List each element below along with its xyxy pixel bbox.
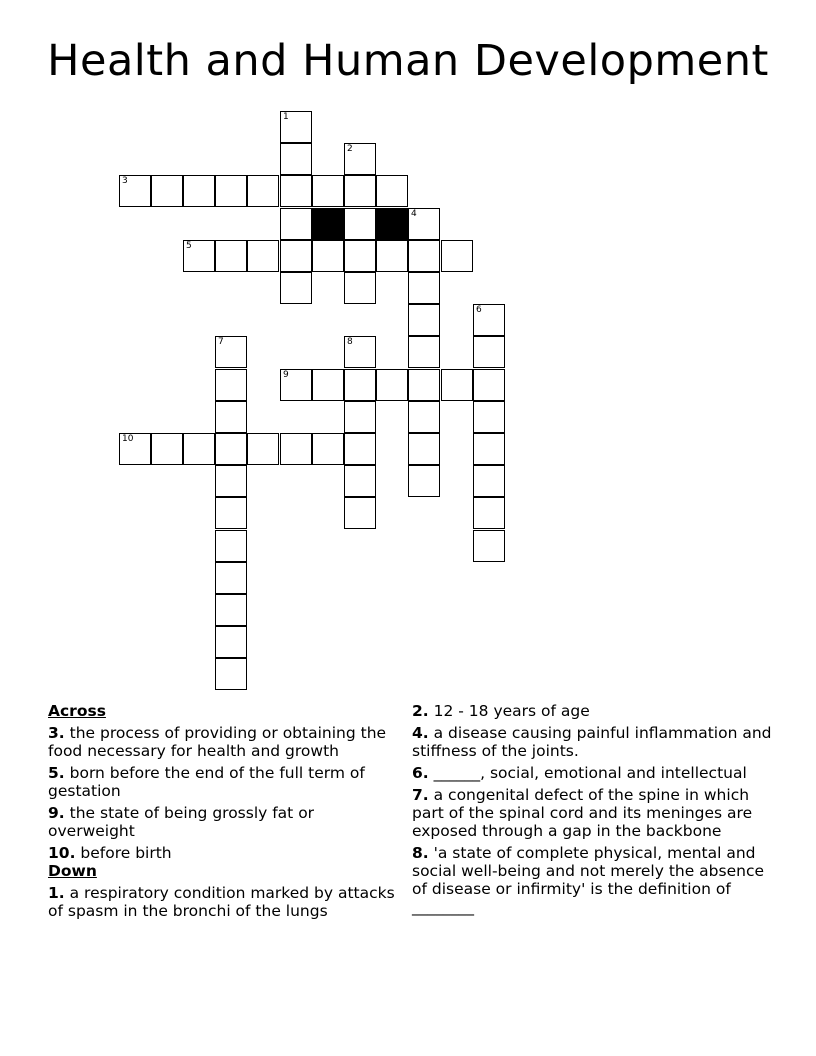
grid-cell[interactable] [280,175,312,207]
clues-left-column [48,702,400,924]
down-clue-4: 4. a disease causing painful inflammation and stiffness of the joints. [412,724,772,760]
grid-cell[interactable] [312,433,344,465]
grid-cell[interactable] [215,240,247,272]
grid-cell[interactable] [344,208,376,240]
grid-cell[interactable] [215,433,247,465]
grid-cell[interactable] [247,433,279,465]
clue-number: 10 [122,434,134,444]
grid-cell[interactable] [408,304,440,336]
grid-cell[interactable] [473,336,505,368]
across-heading: Across [48,702,106,720]
grid-cell[interactable] [280,143,312,175]
grid-cell[interactable] [183,175,215,207]
grid-cell[interactable] [408,240,440,272]
grid-cell[interactable] [408,208,440,240]
down-clue-6: 6. ______, social, emotional and intellectual [412,764,747,782]
clue-number: 3 [122,176,128,186]
grid-cell[interactable] [280,240,312,272]
grid-cell[interactable] [280,369,312,401]
grid-cell[interactable] [215,626,247,658]
grid-cell[interactable] [280,272,312,304]
grid-cell[interactable] [344,369,376,401]
grid-cell[interactable] [344,336,376,368]
grid-cell[interactable] [473,465,505,497]
down-heading: Down [48,862,97,880]
clue-number: 7 [218,337,224,347]
grid-cell[interactable] [312,240,344,272]
across-clue-9: 9. the state of being grossly fat or overweight [48,804,315,840]
grid-cell[interactable] [473,433,505,465]
grid-cell[interactable] [183,240,215,272]
grid-cell[interactable] [344,143,376,175]
grid-cell[interactable] [408,433,440,465]
grid-cell[interactable] [473,401,505,433]
black-square [312,208,344,240]
clue-number: 9 [283,370,289,380]
grid-cell[interactable] [473,304,505,336]
down-clue-2: 2. 12 - 18 years of age [412,702,590,720]
grid-cell[interactable] [376,175,408,207]
grid-cell[interactable] [312,175,344,207]
grid-cell[interactable] [473,497,505,529]
grid-cell[interactable] [408,272,440,304]
grid-cell[interactable] [215,530,247,562]
grid-cell[interactable] [215,497,247,529]
grid-cell[interactable] [344,272,376,304]
down-clue-7: 7. a congenital defect of the spine in which part of the spinal cord and its meninges are exposed through a gap in the backbone [412,786,753,840]
page-title: Health and Human Development [47,36,769,86]
grid-cell[interactable] [280,208,312,240]
grid-cell[interactable] [215,369,247,401]
down-clue-8: 8. 'a state of complete physical, mental and social well-being and not merely the absence of disease or infirmity' is the definition of ________ [412,844,765,916]
grid-cell[interactable] [215,562,247,594]
across-clue-5: 5. born before the end of the full term of gestation [48,764,365,800]
grid-cell[interactable] [151,433,183,465]
grid-cell[interactable] [408,465,440,497]
clue-number: 5 [186,241,192,251]
clue-number: 4 [411,209,417,219]
grid-cell[interactable] [119,433,151,465]
grid-cell[interactable] [280,433,312,465]
grid-cell[interactable] [376,369,408,401]
black-square [376,208,408,240]
grid-cell[interactable] [151,175,183,207]
grid-cell[interactable] [344,401,376,433]
grid-cell[interactable] [344,465,376,497]
clue-number: 1 [283,112,289,122]
clues-right-column [412,702,772,920]
clue-number: 8 [347,337,353,347]
grid-cell[interactable] [247,240,279,272]
grid-cell[interactable] [280,111,312,143]
grid-cell[interactable] [215,401,247,433]
grid-cell[interactable] [215,594,247,626]
grid-cell[interactable] [408,336,440,368]
grid-cell[interactable] [441,240,473,272]
grid-cell[interactable] [215,336,247,368]
across-clue-10: 10. before birth [48,844,172,862]
grid-cell[interactable] [344,497,376,529]
grid-cell[interactable] [473,369,505,401]
grid-cell[interactable] [441,369,473,401]
grid-cell[interactable] [376,240,408,272]
grid-cell[interactable] [215,658,247,690]
grid-cell[interactable] [344,240,376,272]
grid-cell[interactable] [215,175,247,207]
across-clue-3: 3. the process of providing or obtaining the food necessary for health and growth [48,724,387,760]
grid-cell[interactable] [408,369,440,401]
grid-cell[interactable] [473,530,505,562]
grid-cell[interactable] [247,175,279,207]
grid-cell[interactable] [312,369,344,401]
down-clue-1: 1. a respiratory condition marked by attacks of spasm in the bronchi of the lungs [48,884,395,920]
grid-cell[interactable] [344,175,376,207]
grid-cell[interactable] [119,175,151,207]
grid-cell[interactable] [183,433,215,465]
grid-cell[interactable] [408,401,440,433]
clue-number: 2 [347,144,353,154]
grid-cell[interactable] [215,465,247,497]
grid-cell[interactable] [344,433,376,465]
clue-number: 6 [476,305,482,315]
